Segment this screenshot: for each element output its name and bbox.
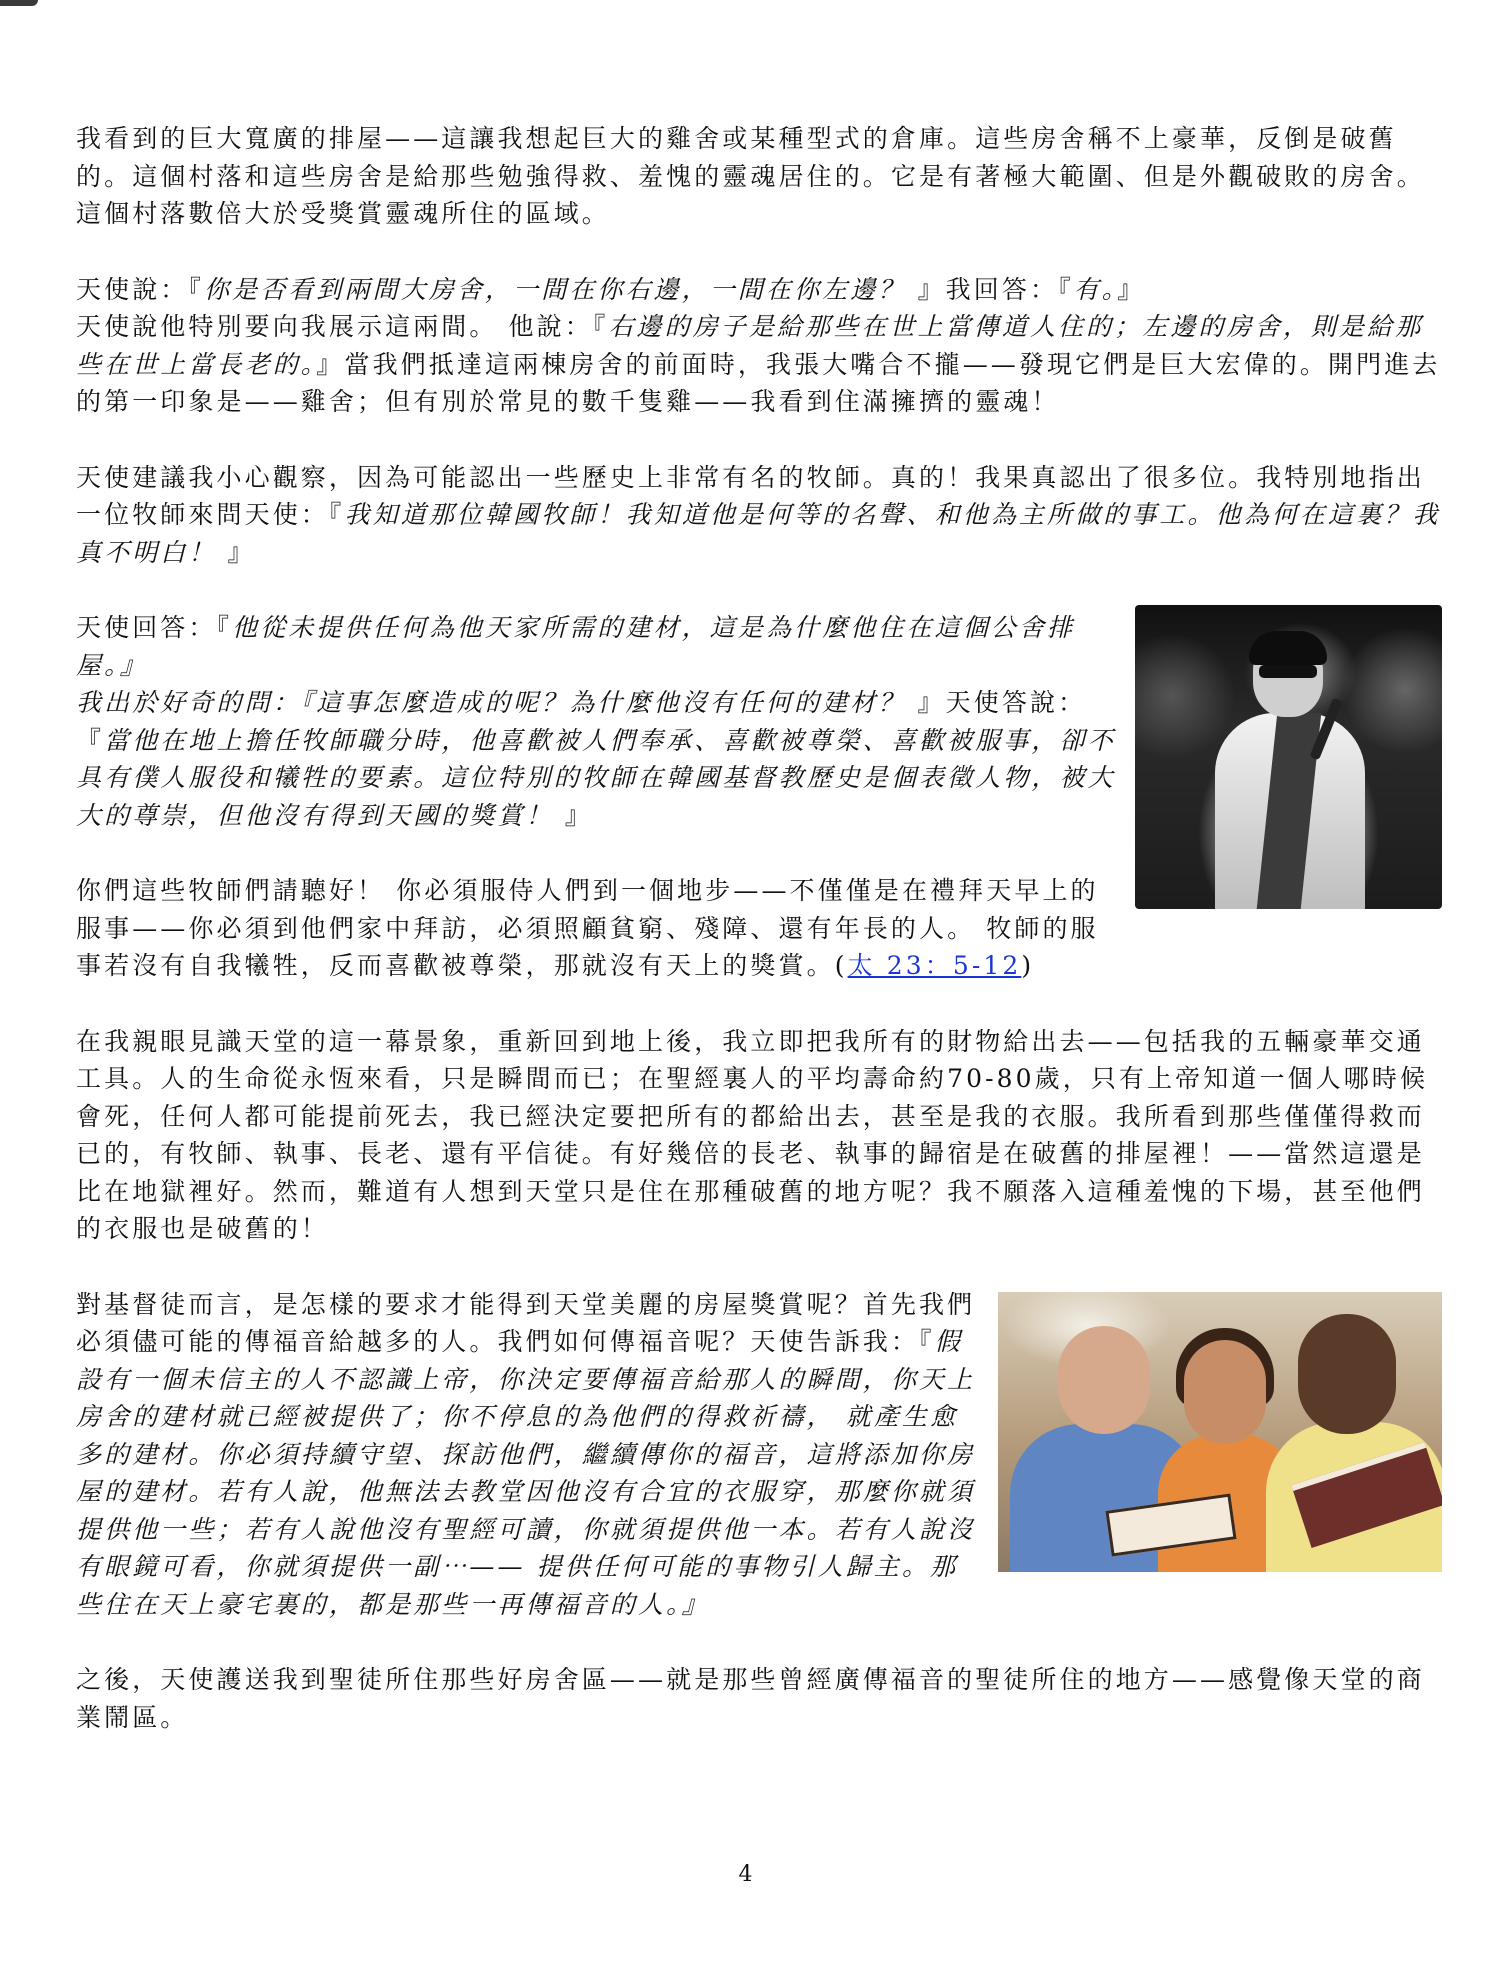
paragraph-text: 在我親眼見識天堂的這一幕景象，重新回到地上後，我立即把我所有的財物給出去——包括我的五輛豪華交通工具。人的生命從永恆來看，只是瞬間而已；在聖經裏人的平均壽命約70-80歲，只有上帝知道一個人哪時候會死，任何人都可能提前死去，我已經決定要把所有的都給出去，甚至是我的衣服。我所看到那些僅僅得救而已的，有牧師、執事、長老、還有平信徒。有好幾倍的長老、執事的歸宿是在破舊的排屋裡！——當然這還是比在地獄裡好。然而，難道有人想到天堂只是住在那種破舊的地方呢？我不願落入這種羞愧的下場，甚至他們的衣服也是破舊的！ [76,1026,1429,1243]
text-run: ) [1021,951,1035,980]
text-run: 』 [119,650,148,680]
text-run: 天使回答：『 [76,613,233,642]
bible-study-photo [998,1292,1442,1572]
photo-person-left-head [1058,1326,1150,1434]
text-run: 』 [216,537,256,567]
angel-quote: 你是否看到兩間大房舍，一間在你右邊，一間在你左邊？ [204,274,907,304]
document-page [76,120,1442,1736]
photo-person-middle-head [1184,1340,1266,1444]
scripture-link[interactable]: 太 23：5-12 [847,951,1022,980]
text-run: 』 [1117,274,1146,304]
quote-italic: 我知道那位韓國牧師！我知道他是何等的名聲、和他為主所做的事工。他為何在這裏？我真不明白！ [76,500,1441,567]
paragraph-text: 我看到的巨大寬廣的排屋——這讓我想起巨大的雞舍或某種型式的倉庫。這些房舍稱不上豪華，反倒是破舊的。這個村落和這些房舍是給那些勉強得救、羞愧的靈魂居住的。它是有著極大範圍、但是外觀破敗的房舍。這個村落數倍大於受獎賞靈魂所住的區域。 [76,124,1425,228]
page-number: 4 [738,1862,753,1887]
angel-quote: 假設有一個未信主的人不認識上帝，你決定要傳福音給那人的瞬間，你天上房舍的建材就已經被提供了；你不停息的為他們的得救祈禱， 就產生愈多的建材。你必須持續守望、探訪他們，繼續傳你的福音，這將添加你房屋的建材。若有人說，他無法去教堂因他沒有合宜的衣服穿，那麼你就須提供他一些；若有人說他沒有聖經可讀，你就須提供他一本。若有人說沒有眼鏡可看，你就須提供一副⋯—— 提供任何可能的事物引人歸主。那些住在天上豪宅裏的，都是那些一再傳福音的人。 [76,1327,976,1619]
reply-quote: 有。 [1073,274,1118,304]
paragraph-angel-question [76,271,1442,309]
paragraph-korean-pastor [76,459,1442,572]
paragraph-saints-houses [76,1661,1442,1736]
angel-quote: 右邊的房子是給那些在世上當傳道人住的；左邊的房舍，則是給那些在世上當長老的。 [76,312,1424,379]
paragraph-text: 之後，天使護送我到聖徒所住那些好房舍區——就是那些曾經廣傳福音的聖徒所住的地方——感覺像天堂的商業鬧區。 [76,1665,1425,1732]
text-run: 天使建議我小心觀察，因為可能認出一些歷史上非常有名的牧師。真的！我果真認出了很多位。我特別地指出一位牧師來問天使：『 [76,462,1425,529]
text-run: 』當我們抵達這兩棟房舍的前面時，我張大嘴合不攏——發現它們是巨大宏偉的。開門進去的第一印象是——雞舍；但有別於常見的數千隻雞——我看到住滿擁擠的靈魂！ [76,349,1441,416]
text-run: 』 [681,1589,710,1619]
text-run: 』天使答說：『 [76,688,1087,755]
paragraph-row-houses [76,120,1442,233]
angel-quote: 當他在地上擔任牧師職分時，他喜歡被人們奉承、喜歡被尊榮、喜歡被服事，卻不具有僕人服役和犧牲的要素。這位特別的牧師在韓國基督教歷史是個表徵人物，被大大的尊崇，但他沒有得到天國的獎賞！ [76,725,1116,830]
angel-quote: 他從未提供任何為他天家所需的建材，這是為什麼他住在這個公舍排屋。 [76,613,1076,680]
photo-person-right-head [1298,1314,1396,1434]
text-run: 天使說：『 [76,274,205,304]
pastor-photo [1135,605,1442,909]
text-run: 對基督徒而言，是怎樣的要求才能得到天堂美麗的房屋獎賞呢？首先我們必須儘可能的傳福音給越多的人。我們如何傳福音呢？天使告訴我：『 [76,1289,976,1356]
photo-hair [1249,631,1327,665]
paragraph-two-houses [76,308,1442,421]
question-quote: 我出於好奇的問：『這事怎麼造成的呢？為什麼他沒有任何的建材？ [76,688,907,717]
text-run: 』 [553,800,593,830]
text-run: 』我回答：『 [906,274,1074,304]
text-run: 你們這些牧師們請聽好！ 你必須服侍人們到一個地步——不僅僅是在禮拜天早上的服事——你必須到他們家中拜訪，必須照顧貧窮、殘障、還有年長的人。 牧師的服事若沒有自我犧牲，反而喜歡被尊榮，那就沒有天上的獎賞。( [76,876,1099,980]
text-run: 天使說他特別要向我展示這兩間。 他說：『 [76,312,609,341]
window-corner-tab [0,0,38,6]
paragraph-give-away [76,1023,1442,1248]
photo-sunglasses [1259,665,1317,678]
